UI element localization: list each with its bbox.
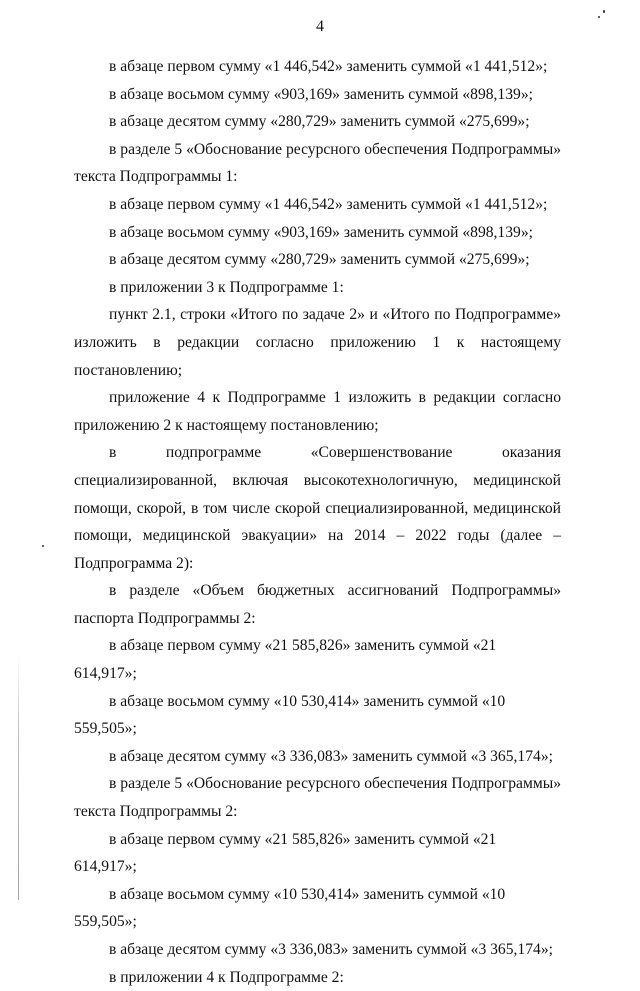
document-body [74,53,561,991]
scan-speck [603,10,605,13]
scan-speck [42,545,44,547]
paragraph-10: приложение 4 к Подпрограмме 1 изложить в редакции согласно приложению 2 к настоящему постановлению; [74,389,561,434]
scan-speck [598,16,600,18]
paragraph-17: в абзаце первом сумму «21 585,826» заменить суммой «21 614,917»; [74,830,497,876]
paragraph-2: в абзаце восьмом сумму «903,169» заменить суммой «898,139»; [109,85,533,103]
paragraph-6: в абзаце восьмом сумму «903,169» заменить суммой «898,139»; [109,223,533,241]
paragraph-8: в приложении 3 к Подпрограмме 1: [109,278,344,296]
paragraph-11: в подпрограмме «Совершенствование оказания специализированной, включая высокотехнологичную, медицинской помощи, скорой, в том числе скорой специализированной, медицинской помощи, медицинской эвакуации» на 2014 – 2022 годы (далее – Подпрограмма 2): [74,444,561,572]
page-number: 4 [316,18,324,35]
paragraph-14: в абзаце восьмом сумму «10 530,414» заменить суммой «10 559,505»; [74,692,506,738]
paragraph-4: в разделе 5 «Обоснование ресурсного обеспечения Подпрограммы» текста Подпрограммы 1: [74,140,561,186]
paragraph-3: в абзаце десятом сумму «280,729» заменить суммой «275,699»; [109,113,530,131]
paragraph-16: в разделе 5 «Обоснование ресурсного обеспечения Подпрограммы» текста Подпрограммы 2: [74,775,561,821]
paragraph-19: в абзаце десятом сумму «3 336,083» заменить суммой «3 365,174»; [109,941,553,958]
paragraph-7: в абзаце десятом сумму «280,729» заменить суммой «275,699»; [109,251,530,269]
paragraph-15: в абзаце десятом сумму «3 336,083» заменить суммой «3 365,174»; [109,747,553,765]
paragraph-18: в абзаце восьмом сумму «10 530,414» заменить суммой «10 559,505»; [74,885,506,931]
scan-edge-line [18,655,19,900]
paragraph-13: в абзаце первом сумму «21 585,826» заменить суммой «21 614,917»; [74,637,497,683]
paragraph-20: в приложении 4 к Подпрограмме 2: [109,968,344,986]
paragraph-5: в абзаце первом сумму «1 446,542» заменить суммой «1 441,512»; [109,195,548,213]
paragraph-1: в абзаце первом сумму «1 446,542» заменить суммой «1 441,512»; [109,58,548,75]
paragraph-9: пункт 2.1, строки «Итого по задаче 2» и «Итого по Подпрограмме» изложить в редакции согласно приложению 1 к настоящему постановлению; [74,306,561,379]
paragraph-12: в разделе «Объем бюджетных ассигнований Подпрограммы» паспорта Подпрограммы 2: [74,582,561,627]
